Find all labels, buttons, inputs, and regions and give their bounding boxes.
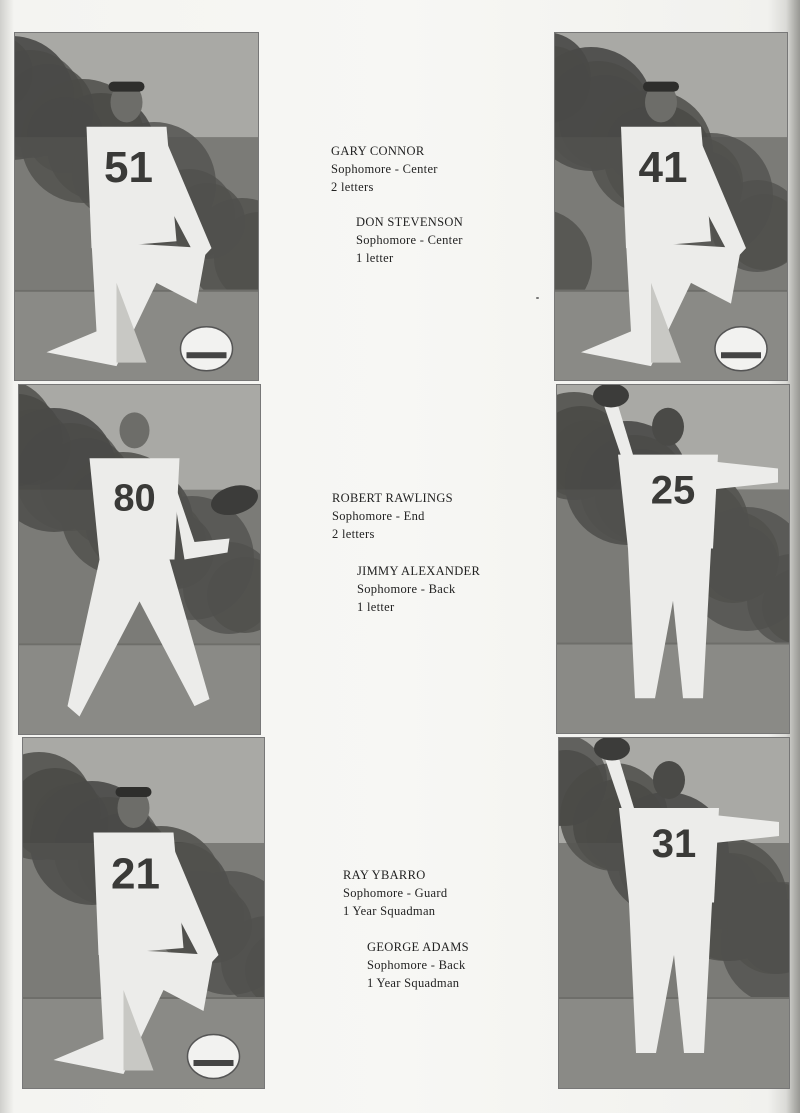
player-photo-don-stevenson	[554, 32, 788, 381]
jersey-number: 41	[638, 143, 688, 193]
player-photo-robert-rawlings	[18, 384, 261, 735]
photo-image	[559, 738, 789, 1088]
photo-image	[555, 33, 787, 380]
jersey-number: 25	[650, 468, 696, 513]
player-photo-ray-ybarro	[22, 737, 265, 1089]
player-name: RAY YBARRO	[343, 868, 426, 882]
player-name: GARY CONNOR	[331, 144, 425, 158]
player-name: GEORGE ADAMS	[367, 940, 469, 954]
player-name: ROBERT RAWLINGS	[332, 491, 453, 505]
photo-image	[15, 33, 258, 380]
player-position: Sophomore - End	[332, 509, 425, 523]
player-name: DON STEVENSON	[356, 215, 464, 229]
player-letters: 2 letters	[331, 180, 374, 194]
caption-robert-rawlings	[332, 489, 453, 543]
jersey-number: 21	[111, 849, 160, 899]
player-letters: 1 letter	[356, 251, 394, 265]
caption-ray-ybarro	[343, 866, 447, 920]
player-letters: 2 letters	[332, 527, 375, 541]
player-position: Sophomore - Back	[367, 958, 466, 972]
print-speck	[536, 297, 539, 299]
caption-gary-connor	[331, 142, 438, 196]
player-photo-jimmy-alexander	[556, 384, 790, 734]
player-letters: 1 Year Squadman	[367, 976, 460, 990]
player-letters: 1 Year Squadman	[343, 904, 436, 918]
player-position: Sophomore - Center	[356, 233, 463, 247]
player-letters: 1 letter	[357, 600, 395, 614]
player-position: Sophomore - Center	[331, 162, 438, 176]
player-position: Sophomore - Guard	[343, 886, 448, 900]
caption-don-stevenson	[356, 213, 463, 267]
caption-george-adams	[367, 938, 469, 992]
caption-jimmy-alexander	[357, 562, 480, 616]
jersey-number: 80	[113, 477, 156, 520]
photo-image	[19, 385, 260, 734]
jersey-number: 51	[104, 143, 153, 193]
photo-image	[23, 738, 264, 1088]
photo-image	[557, 385, 789, 733]
player-position: Sophomore - Back	[357, 582, 456, 596]
player-name: JIMMY ALEXANDER	[357, 564, 481, 578]
player-photo-gary-connor	[14, 32, 259, 381]
player-photo-george-adams	[558, 737, 790, 1089]
jersey-number: 31	[651, 822, 697, 866]
